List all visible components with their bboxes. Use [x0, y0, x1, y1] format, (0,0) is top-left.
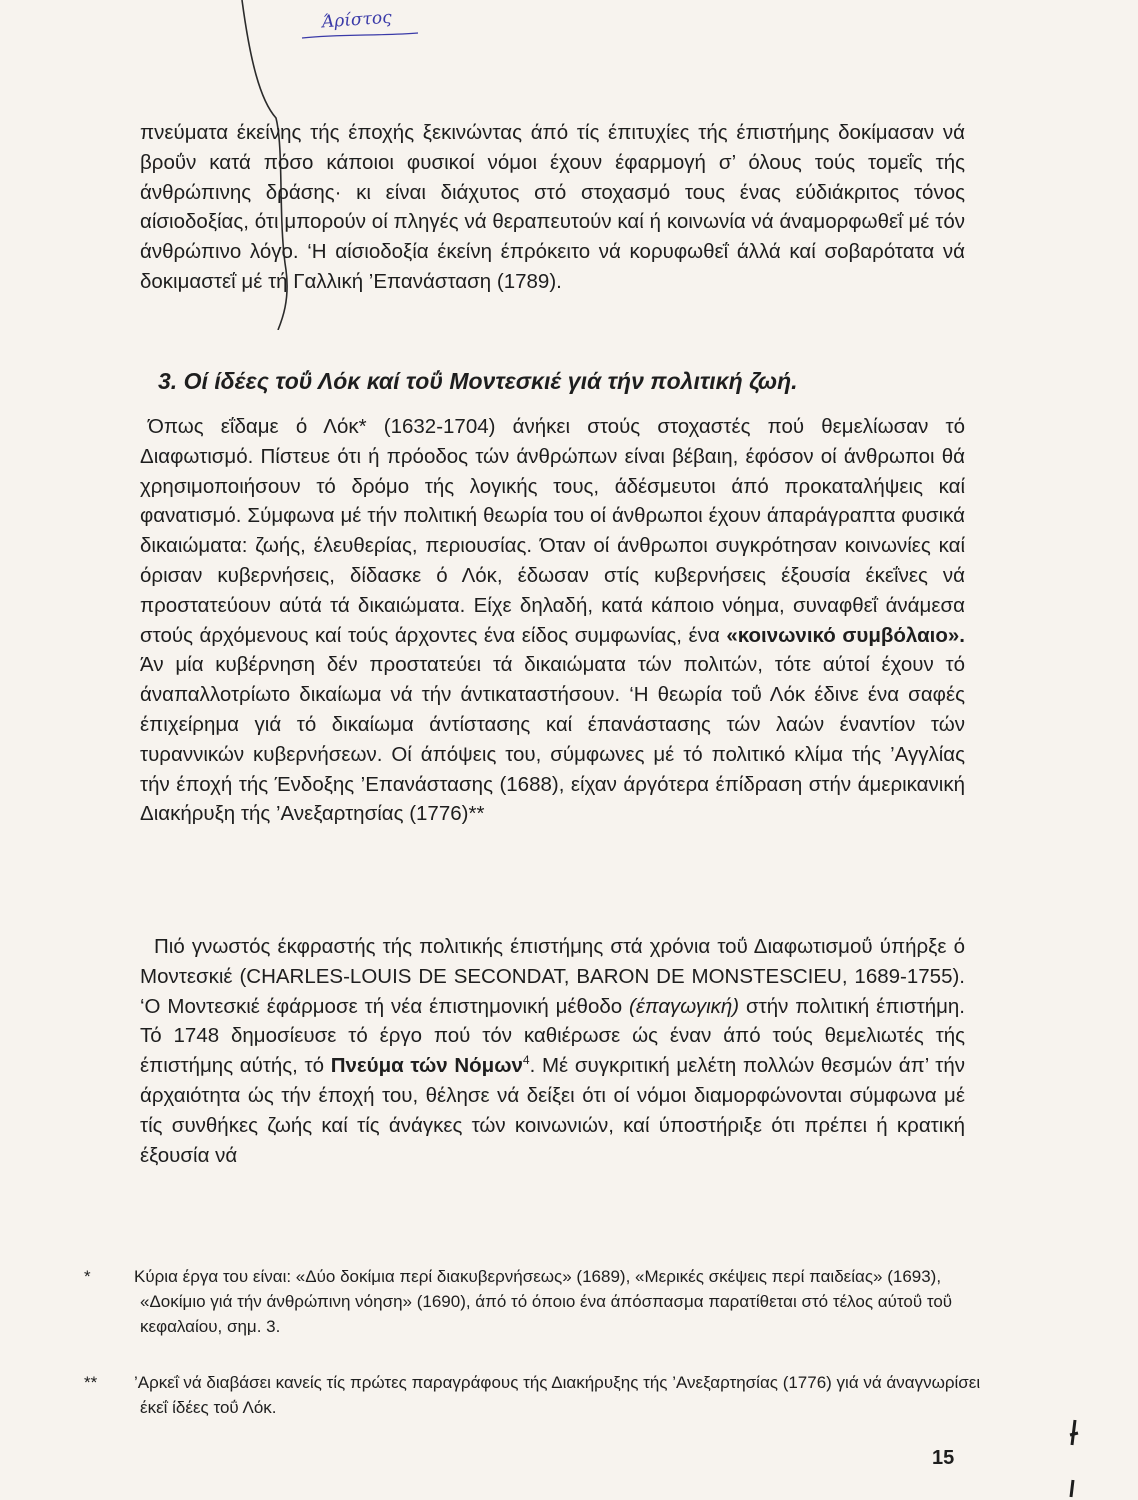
section-heading: 3. Οί ίδέες τοΰ Λόκ καί τοΰ Μοντεσκιέ γιά τήν πολιτική ζωή.	[158, 368, 798, 394]
montesquieu-text-2: στήν πολιτική έπιστήμη. Τό 1748 δημοσίευσε τό έργο πού τόν καθιέρωσε ώς έναν άπό τούς θεμελιωτές τής έπιστήμης αύτής, τό	[140, 994, 965, 1078]
page-number: 15	[932, 1447, 955, 1469]
reference-superscript: 4	[522, 1053, 530, 1068]
footnote-2	[84, 1370, 990, 1420]
footnote-1-text: Κύρια έργα του είναι: «Δύο δοκίμια περί διακυβερνήσεως» (1689), «Μερικές σκέψεις περί παιδείας» (1693), «Δοκίμιο γιά τήν άνθρώπινη νόηση» (1690), άπό τό όποιο ένα άπόσπασμα παρατίθεται στό τέλος αύτοΰ τοΰ κεφαλαίου, σημ. 3.	[134, 1267, 953, 1336]
paragraph-intro: πνεύματα έκείνης τής έποχής ξεκινώντας άπό τίς έπιτυχίες τής έπιστήμης δοκίμασαν νά βροΰν κατά πόσο κάποιοι φυσικοί νόμοι έχουν έφαρμογή σ’ όλους τούς τομεΐς τής άνθρώπινης δράσης· κι είναι διάχυτος στό στοχασμό τους ένας εύδιάκριτος τόνος αίσιοδοξίας, ότι μπορούν οί πληγές νά θεραπευτούν καί ή κοινωνία νά άναμορφωθεΐ μέ τόν άνθρώπινο λόγο. ‘Η αίσιοδοξία έκείνη έπρόκειτο νά κορυφωθεΐ άλλά καί σοβαρότατα νά δοκιμαστεΐ μέ τή Γαλλική ’Επανάσταση (1789).	[140, 121, 965, 293]
inductive-term: (έπαγωγική)	[629, 994, 740, 1018]
handwritten-underline	[300, 30, 420, 42]
spirit-of-laws-title: Πνεύμα τών Νόμων	[330, 1054, 523, 1078]
footnote-1	[84, 1264, 990, 1339]
footnote-2-text: ’Αρκεΐ νά διαβάσει κανείς τίς πρώτες παραγράφους τής Διακήρυξης τής ’Ανεξαρτησίας (1776) γιά νά άναγνωρίσει έκεΐ ίδέες τοΰ Λόκ.	[134, 1373, 981, 1417]
social-contract-term: «κοινωνικό συμβόλαιο».	[726, 623, 965, 647]
montesquieu-text-1: Πιό γνωστός έκφραστής τής πολιτικής έπιστήμης στά χρόνια τοΰ Διαφωτισμοΰ ύπήρξε ό Μοντεσκιέ (CHARLES-LOUIS DE SECONDAT, BARON DE MONSTESCIEU, 1689-1755). ‘Ο Μοντεσκιέ έφάρμοσε τή νέα έπιστημονική μέθοδο	[140, 935, 965, 1018]
montesquieu-text-3: . Μέ συγκριτική μελέτη πολλών θεσμών άπ’ τήν άρχαιότητα ώς τήν έποχή του, θέλησε νά δείξει ότι οί νόμοι διαμορφώνονται σύμφωνα μέ τίς συνθήκες ζωής καί τίς άνάγκες τών κοινωνιών, καί ύποστήριξε ότι πρέπει ή κρατική έξουσία νά	[140, 1054, 965, 1167]
footnote-2-mark: **	[84, 1373, 98, 1392]
handwritten-note: Άρίστος	[321, 7, 393, 33]
locke-text-2: Άν μία κυβέρνηση δέν προστατεύει τά δικαιώματα τών πολιτών, τότε αύτοί έχουν τό άναπαλλοτρίωτο δικαίωμα νά τήν άντικαταστήσουν. ‘Η θεωρία τοΰ Λόκ έδινε ένα σαφές έπιχείρημα γιά τό δικαίωμα άντίστασης καί έπανάστασης τών λαών έναντίον τών τυραννικών κυβερνήσεων. Οί άπόψεις του, σύμφωνες μέ τό πολιτικό κλίμα τής ’Αγγλίας τήν έποχή τής Ένδοξης ’Επανάστασης (1688), είχαν άργότερα έπίδραση στήν άμερικανική Διακήρυξη τής ’Ανεξαρτησίας (1776)**	[140, 653, 965, 826]
footnote-1-mark: *	[84, 1267, 91, 1286]
locke-text-1: Όπως εΐδαμε ό Λόκ* (1632-1704) άνήκει στούς στοχαστές πού θεμελίωσαν τό Διαφωτισμό. Πίστευε ότι ή πρόοδος τών άνθρώπων είναι βέβαιη, έφόσον οί άνθρωποι θά χρησιμοποιήσουν τό δρόμο τής λογικής τους, άδέσμευτοι άπό προκαταλήψεις καί φανατισμό. Σύμφωνα μέ τήν πολιτική θεωρία του οί άνθρωποι έχουν άπαράγραπτα φυσικά δικαιώματα: ζωής, έλευθερίας, περιουσίας. Όταν οί άνθρωποι συγκρότησαν κοινωνίες καί όρισαν κυβερνήσεις, δίδασκε ό Λόκ, έδωσαν στίς κυβερνήσεις έξουσία έκεΐνες νά προστατεύουν αύτά τά δικαιώματα. Είχε δηλαδή, κατά κάποιο νόημα, συναφθεΐ άνάμεσα στούς άρχόμενους καί τούς άρχοντες ένα είδος συμφωνίας, ένα	[140, 415, 965, 647]
paragraph-montesquieu	[140, 932, 965, 1170]
scan-edge-mark	[1060, 1385, 1090, 1500]
paragraph-locke	[140, 412, 965, 829]
